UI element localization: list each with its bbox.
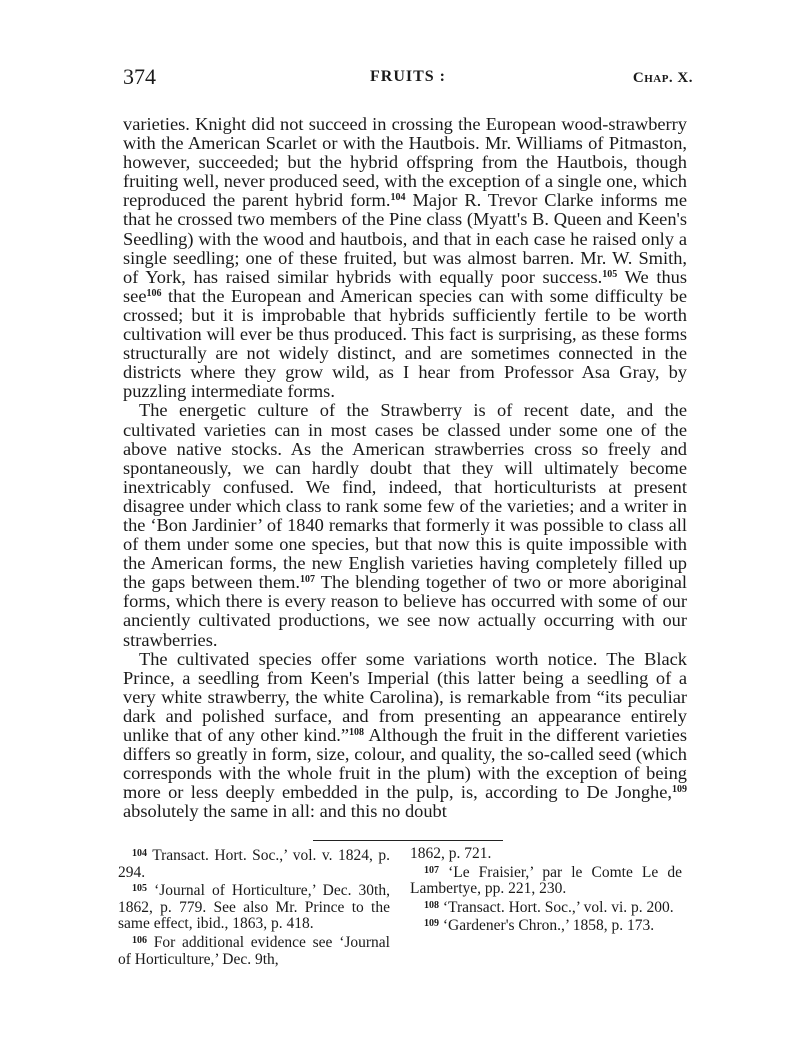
footnote-number: 109 xyxy=(424,918,439,930)
footnote-ref-108: 108 xyxy=(349,727,365,738)
footnote-number: 107 xyxy=(424,864,439,876)
footnote-number: 106 xyxy=(132,934,147,946)
footnote-106-continued xyxy=(410,846,682,863)
footnote-105 xyxy=(118,881,390,933)
paragraph-3 xyxy=(123,650,687,822)
footnote-ref-107: 107 xyxy=(300,574,316,586)
footnotes-right-column xyxy=(410,846,682,935)
paragraph-1-text-a: varieties. Knight did not succeed in crossing the European wood-strawberry with the American Scarlet or with the Hautbois. Mr. Williams of Pitmaston, however, succeeded; but the hybrid offspring from the Hautbois, though fruiting well, never produced seed, with the exception of a single one, which reproduced the parent hybrid form. xyxy=(123,114,687,211)
footnote-108 xyxy=(410,898,682,917)
footnotes-left-column xyxy=(118,846,390,968)
paragraph-3-text-a: The cultivated species offer some variations worth notice. The Black Prince, a seedling from Keen's Imperial (this latter being a seedling of a very white strawberry, the white Carolina), is remarkable from “its peculiar dark and polished surface, and from presenting an appearance entirely unlike that of any other kind.” xyxy=(123,648,687,745)
page-number: 374 xyxy=(123,64,156,89)
footnote-text: ‘Gardener's Chron.,’ 1858, p. 173. xyxy=(439,917,655,935)
paragraph-1-text-b: Major R. Trevor Clarke informs me that he crossed two members of the Pine class (Myatt's B. Queen and Keen's Seedling) with the wood and hautbois, and that in each case he raised only a single seedling; one of these fruited, but was almost barren. Mr. W. Smith, of York, has raised similar hybrids with equally poor success. xyxy=(123,190,687,287)
paragraph-1-text-c: We thus see xyxy=(123,266,687,306)
running-title: FRUITS : xyxy=(369,68,446,85)
footnote-number: 108 xyxy=(424,899,439,911)
footnote-106 xyxy=(118,933,390,968)
footnote-rule xyxy=(313,840,503,841)
footnote-ref-105: 105 xyxy=(602,268,618,280)
footnote-ref-109: 109 xyxy=(672,784,687,796)
page-header xyxy=(123,64,693,94)
paragraph-2 xyxy=(123,401,687,649)
footnote-text: ‘Journal of Horticulture,’ Dec. 30th, 1862, p. 779. See also Mr. Prince to the same effect, ibid., 1863, p. 418. xyxy=(118,882,390,933)
paragraph-3-text-c: absolutely the same in all: and this no doubt xyxy=(123,801,447,822)
footnote-text: For additional evidence see ‘Journal of Horticulture,’ Dec. 9th, xyxy=(118,933,390,968)
footnote-text: 1862, p. 721. xyxy=(410,845,492,862)
paragraph-2-text-b: The blending together of two or more aboriginal forms, which there is every reason to believe has occurred with some of our anciently cultivated productions, we see now actually occurring with our strawberries. xyxy=(123,572,687,650)
footnote-text: ‘Transact. Hort. Soc.,’ vol. vi. p. 200. xyxy=(439,898,674,916)
paragraph-1 xyxy=(123,115,687,401)
footnote-ref-106: 106 xyxy=(146,287,162,299)
footnote-107 xyxy=(410,863,682,898)
footnote-ref-104: 104 xyxy=(390,192,406,204)
paragraph-1-text-d: that the European and American species can with some difficulty be crossed; but it is improbable that hybrids sufficiently fertile to be worth cultivation will ever be thus produced. This fact is surprising, as these forms structurally are not widely distinct, and are sometimes connected in the districts where they grow wild, as I hear from Professor Asa Gray, by puzzling intermediate forms. xyxy=(123,285,687,402)
chapter-label: Chap. X. xyxy=(632,70,693,86)
paragraph-2-text-a: The energetic culture of the Strawberry is of recent date, and the cultivated varieties can in most cases be classed under some one of the above native stocks. As the American strawberries cross so freely and spontaneously, we can hardly doubt that they will ultimately become inextricably confused. We find, indeed, that horticulturists at present disagree under which class to rank some few of the varieties; and a writer in the ‘Bon Jardinier’ of 1840 remarks that formerly it was possible to class all of them under some one species, but that now this is quite impossible with the American forms, the new English varieties having completely filled up the gaps between them. xyxy=(123,400,687,593)
footnote-number: 104 xyxy=(132,848,147,859)
footnote-text: Transact. Hort. Soc.,’ vol. v. 1824, p. 294. xyxy=(118,847,390,881)
body-text xyxy=(123,115,687,821)
footnote-text: ‘Le Fraisier,’ par le Comte Le de Lambertye, pp. 221, 230. xyxy=(410,863,682,898)
footnote-109 xyxy=(410,916,682,935)
footnote-number: 105 xyxy=(132,883,147,895)
paragraph-3-text-b: Although the fruit in the different varieties differs so greatly in form, size, colour, and quality, the so-called seed (which corresponds with the whole fruit in the plum) with the exception of being more or less deeply embedded in the pulp, is, according to De Jonghe, xyxy=(123,725,687,803)
footnote-104 xyxy=(118,846,390,881)
